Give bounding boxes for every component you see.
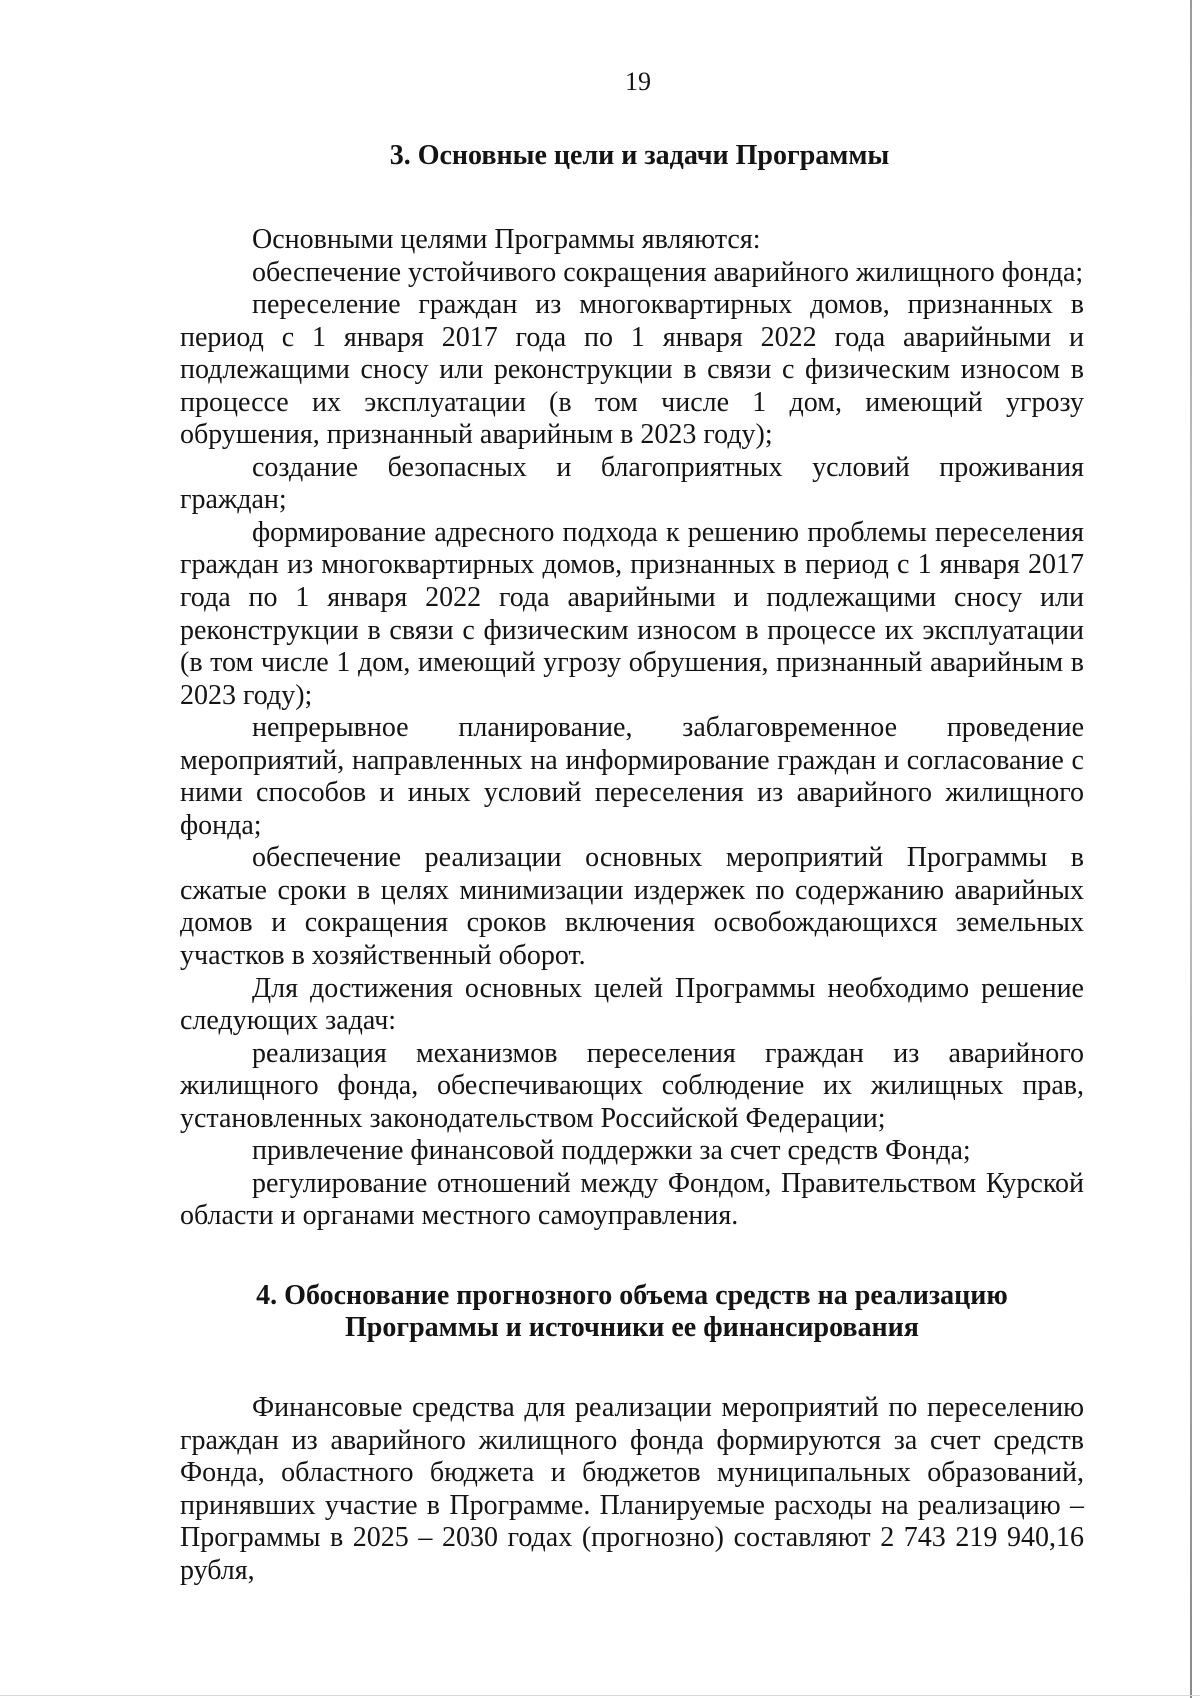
section-3-title: 3. Основные цели и задачи Программы [389, 140, 890, 171]
section-3-body [180, 224, 1084, 1233]
paragraph: Основными целями Программы являются: [252, 224, 761, 255]
paragraph: регулирование отношений между Фондом, Правительством Курской области и органами местного самоуправления. [180, 1167, 1084, 1232]
paragraph: привлечение финансовой поддержки за счет средств Фонда; [252, 1135, 971, 1167]
section-4-title-line-2: Программы и источники ее финансирования [345, 1311, 919, 1343]
page-number: 19 [625, 67, 651, 96]
scan-bottom-line [0, 1695, 1200, 1696]
section-4-title [180, 1280, 1084, 1344]
paragraph: обеспечение реализации основных мероприятий Программы в сжатые сроки в целях минимизации издержек по содержанию аварийных домов и сокращения сроков включения освобождающихся земельных участков в хозяйственный оборот. [180, 842, 1084, 972]
paragraph: обеспечение устойчивого сокращения аварийного жилищного фонда; [252, 256, 1084, 288]
scan-edge-line [1190, 0, 1192, 1698]
paragraph: Для достижения основных целей Программы необходимо решение следующих задач: [180, 972, 1084, 1037]
section-4-title-line-1: 4. Обоснование прогнозного объема средств на реализацию [256, 1279, 1008, 1311]
document-body [180, 140, 1084, 1587]
paragraph: непрерывное планирование, заблаговременное проведение мероприятий, направленных на информирование граждан и согласование с ними способов и иных условий переселения из аварийного жилищного фонда; [180, 712, 1084, 841]
paragraph: создание безопасных и благоприятных условий проживания граждан; [180, 451, 1084, 516]
paragraph: формирование адресного подхода к решению проблемы переселения граждан из многоквартирных домов, признанных в период с 1 января 2017 года по 1 января 2022 года аварийными и подлежащими сносу или реконструкции в связи с физическим износом в процессе их эксплуатации (в том числе 1 дом, имеющий угрозу обрушения, признанный аварийным в 2023 году); [180, 516, 1084, 711]
paragraph: реализация механизмов переселения граждан из аварийного жилищного фонда, обеспечивающих соблюдение их жилищных прав, установленных законодательством Российской Федерации; [180, 1037, 1084, 1134]
paragraph: переселение граждан из многоквартирных домов, признанных в период с 1 января 2017 года по 1 января 2022 года аварийными и подлежащими сносу или реконструкции в связи с физическим износом в процессе их эксплуатации (в том числе 1 дом, имеющий угрозу обрушения, признанный аварийным в 2023 году); [180, 289, 1084, 451]
financing-paragraph: Финансовые средства для реализации мероприятий по переселению граждан из аварийного жилищного фонда формируются за счет средств Фонда, областного бюджета и бюджетов муниципальных образований, принявших участие в Программе. Планируемые расходы на реализацию – Программы в 2025 – 2030 годах (прогнозно) составляют 2 743 219 940,16 рубля, [180, 1391, 1084, 1586]
